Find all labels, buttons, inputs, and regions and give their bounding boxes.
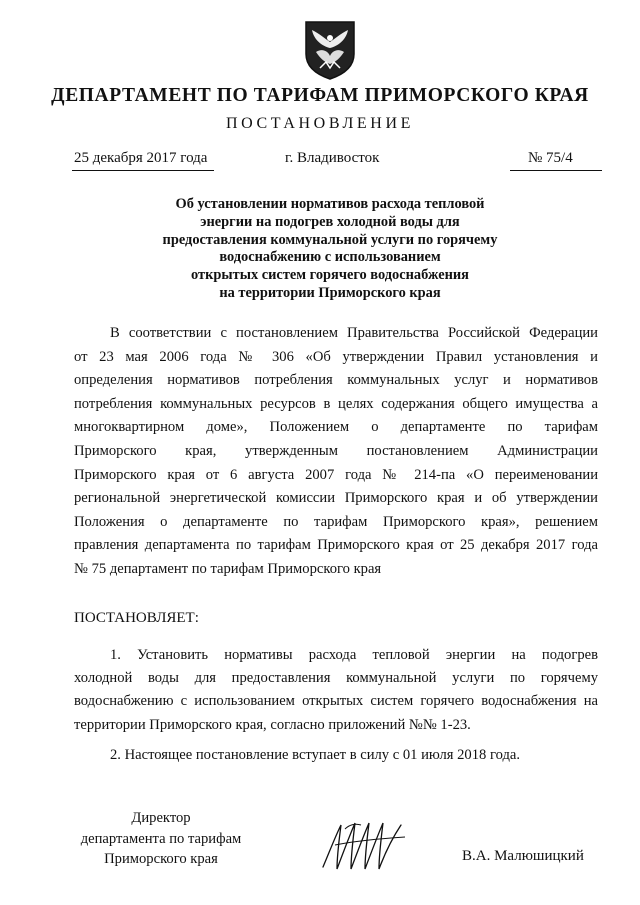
resolve-heading: ПОСТАНОВЛЯЕТ:	[74, 610, 199, 626]
item-1	[74, 644, 598, 737]
title-line: водоснабжению с использованием	[219, 249, 441, 266]
body-line: правления департамента по тарифам Приморского края от 25 декабря 2017 года	[74, 537, 598, 554]
document-city: г. Владивосток	[285, 150, 380, 166]
coat-of-arms-emblem	[302, 18, 358, 80]
body-line: многоквартирном доме», Положением о департаменте по тарифам	[74, 419, 598, 436]
title-line: энергии на подогрев холодной воды для	[200, 213, 460, 230]
department-title: ДЕПАРТАМЕНТ ПО ТАРИФАМ ПРИМОРСКОГО КРАЯ	[51, 85, 589, 106]
title-line: на территории Приморского края	[219, 284, 441, 301]
body-line: региональной энергетической комиссии Приморского края и об утверждении	[74, 490, 598, 507]
handwritten-signature	[315, 815, 425, 875]
document-title	[120, 196, 540, 303]
position-line: департамента по тарифам	[80, 830, 242, 847]
item-line: 2. Настоящее постановление вступает в силу с 01 июля 2018 года.	[110, 746, 520, 763]
title-line: Об установлении нормативов расхода тепловой	[175, 196, 485, 212]
number-underline	[510, 170, 602, 171]
item-line: 1. Установить нормативы расхода тепловой энергии на подогрев	[110, 647, 598, 663]
position-line: Директор	[131, 810, 191, 826]
body-line: Приморского края от 6 августа 2007 года № 214-па «О переименовании	[74, 466, 598, 483]
document-number: № 75/4	[528, 150, 573, 166]
preamble-paragraph	[74, 322, 598, 582]
item-line: холодной воды для предоставления коммунальной услуги по горячему	[74, 670, 598, 687]
body-line: потребления коммунальных ресурсов в целях содержания общего имущества а	[74, 395, 598, 412]
body-line: от 23 мая 2006 года № 306 «Об утверждении Правил установления и	[74, 348, 598, 365]
item-line: водоснабжению с использованием открытых систем горячего водоснабжения на	[74, 693, 598, 710]
title-line: открытых систем горячего водоснабжения	[191, 267, 469, 284]
item-line: территории Приморского края, согласно приложений №№ 1-23.	[74, 716, 471, 733]
item-2	[74, 744, 598, 767]
body-line: Положения о департаменте по тарифам Приморского края», решением	[74, 513, 598, 530]
body-line: определения нормативов потребления коммунальных услуг и нормативов	[74, 372, 598, 389]
resolution-items	[74, 644, 598, 767]
position-line: Приморского края	[104, 851, 218, 867]
date-underline	[72, 170, 214, 171]
body-line: № 75 департамент по тарифам Приморского края	[74, 560, 382, 577]
signatory-name: В.А. Малюшицкий	[462, 848, 584, 864]
title-line: предоставления коммунальной услуги по горячему	[162, 231, 498, 248]
document-type: ПОСТАНОВЛЕНИЕ	[226, 115, 414, 132]
document-date: 25 декабря 2017 года	[74, 150, 208, 166]
body-line: Приморского края, утвержденным постановлением Администрации	[74, 442, 598, 459]
signatory-position	[66, 808, 256, 870]
body-line: В соответствии с постановлением Правительства Российской Федерации	[110, 325, 598, 341]
